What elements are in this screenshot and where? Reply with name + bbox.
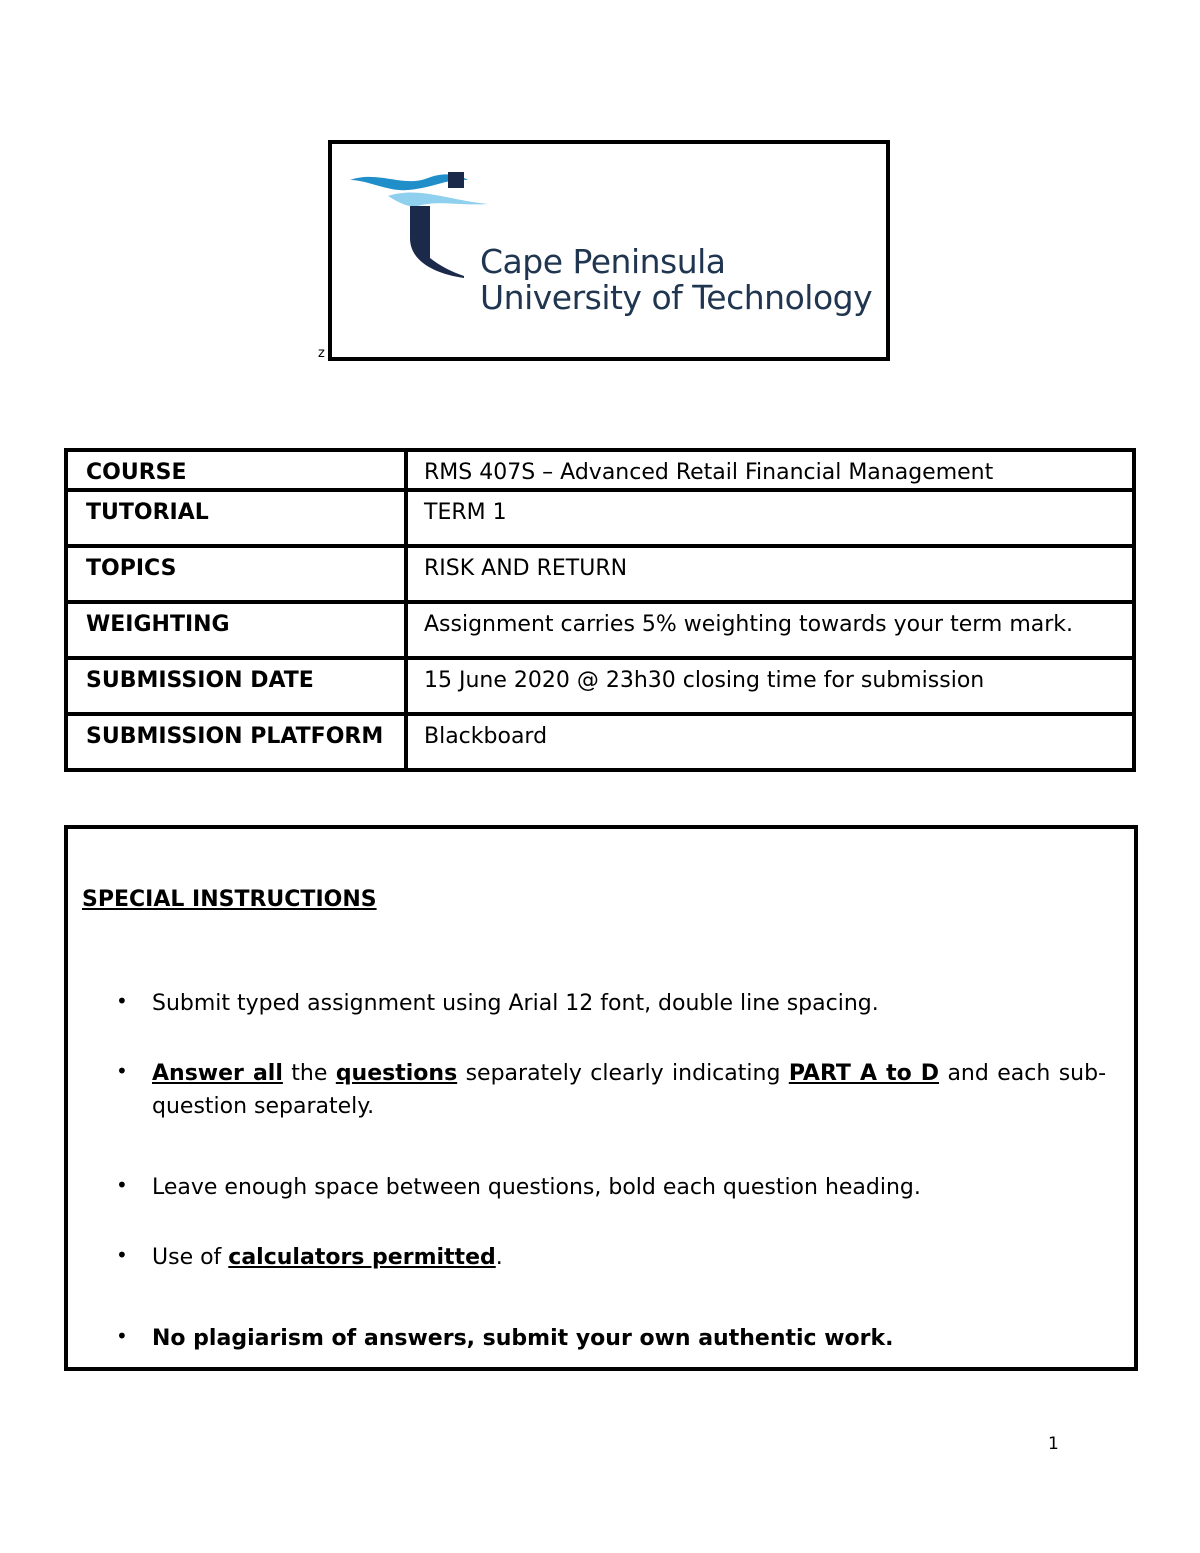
row-value: 15 June 2020 @ 23h30 closing time for submission xyxy=(424,668,985,693)
emphasis-text: calculators permitted xyxy=(228,1245,496,1270)
instruction-item xyxy=(152,1057,1106,1123)
row-label: TUTORIAL xyxy=(68,492,408,544)
table-row xyxy=(68,600,1132,656)
table-row xyxy=(68,656,1132,712)
course-info-table xyxy=(64,448,1136,772)
row-label: SUBMISSION PLATFORM xyxy=(68,716,408,768)
university-name xyxy=(480,244,872,316)
special-instructions-box xyxy=(64,825,1138,1371)
instruction-item: No plagiarism of answers, submit your own authentic work. xyxy=(152,1326,894,1351)
university-name-line1: Cape Peninsula xyxy=(480,242,726,281)
emphasis-text: Answer all xyxy=(152,1061,283,1086)
bullet-icon: • xyxy=(116,989,128,1013)
instruction-text: separately clearly indicating xyxy=(457,1061,789,1086)
instruction-text: Use of xyxy=(152,1245,229,1270)
emphasis-text: PART A to D xyxy=(788,1061,940,1086)
page-number: 1 xyxy=(1048,1434,1059,1454)
university-name-line2: University of Technology xyxy=(480,278,873,317)
instructions-title: SPECIAL INSTRUCTIONS xyxy=(82,887,377,912)
row-value: RMS 407S – Advanced Retail Financial Management xyxy=(424,460,994,485)
row-value: Blackboard xyxy=(424,724,548,749)
bullet-icon: • xyxy=(116,1059,128,1083)
instruction-item xyxy=(152,1241,1106,1274)
university-logo-box xyxy=(328,140,890,361)
row-value: Assignment carries 5% weighting towards your term mark. xyxy=(424,612,1074,637)
table-row xyxy=(68,712,1132,768)
row-value: RISK AND RETURN xyxy=(424,556,628,581)
table-row xyxy=(68,452,1132,488)
table-row xyxy=(68,544,1132,600)
cput-logo-icon xyxy=(348,166,498,286)
instruction-text: . xyxy=(495,1245,503,1270)
row-label: SUBMISSION DATE xyxy=(68,660,408,712)
row-label: WEIGHTING xyxy=(68,604,408,656)
stray-character: z xyxy=(318,346,325,361)
emphasis-text: questions xyxy=(335,1061,458,1086)
bullet-icon: • xyxy=(116,1324,128,1348)
instruction-item: Leave enough space between questions, bold each question heading. xyxy=(152,1175,921,1200)
instruction-item: Submit typed assignment using Arial 12 font, double line spacing. xyxy=(152,991,879,1016)
row-label: COURSE xyxy=(68,452,408,488)
bullet-icon: • xyxy=(116,1173,128,1197)
bullet-icon: • xyxy=(116,1243,128,1267)
table-row xyxy=(68,488,1132,544)
row-value: TERM 1 xyxy=(424,500,507,525)
row-label: TOPICS xyxy=(68,548,408,600)
instruction-text: the xyxy=(282,1061,336,1086)
instruction-text: and each sub-question separately. xyxy=(152,1061,1107,1119)
